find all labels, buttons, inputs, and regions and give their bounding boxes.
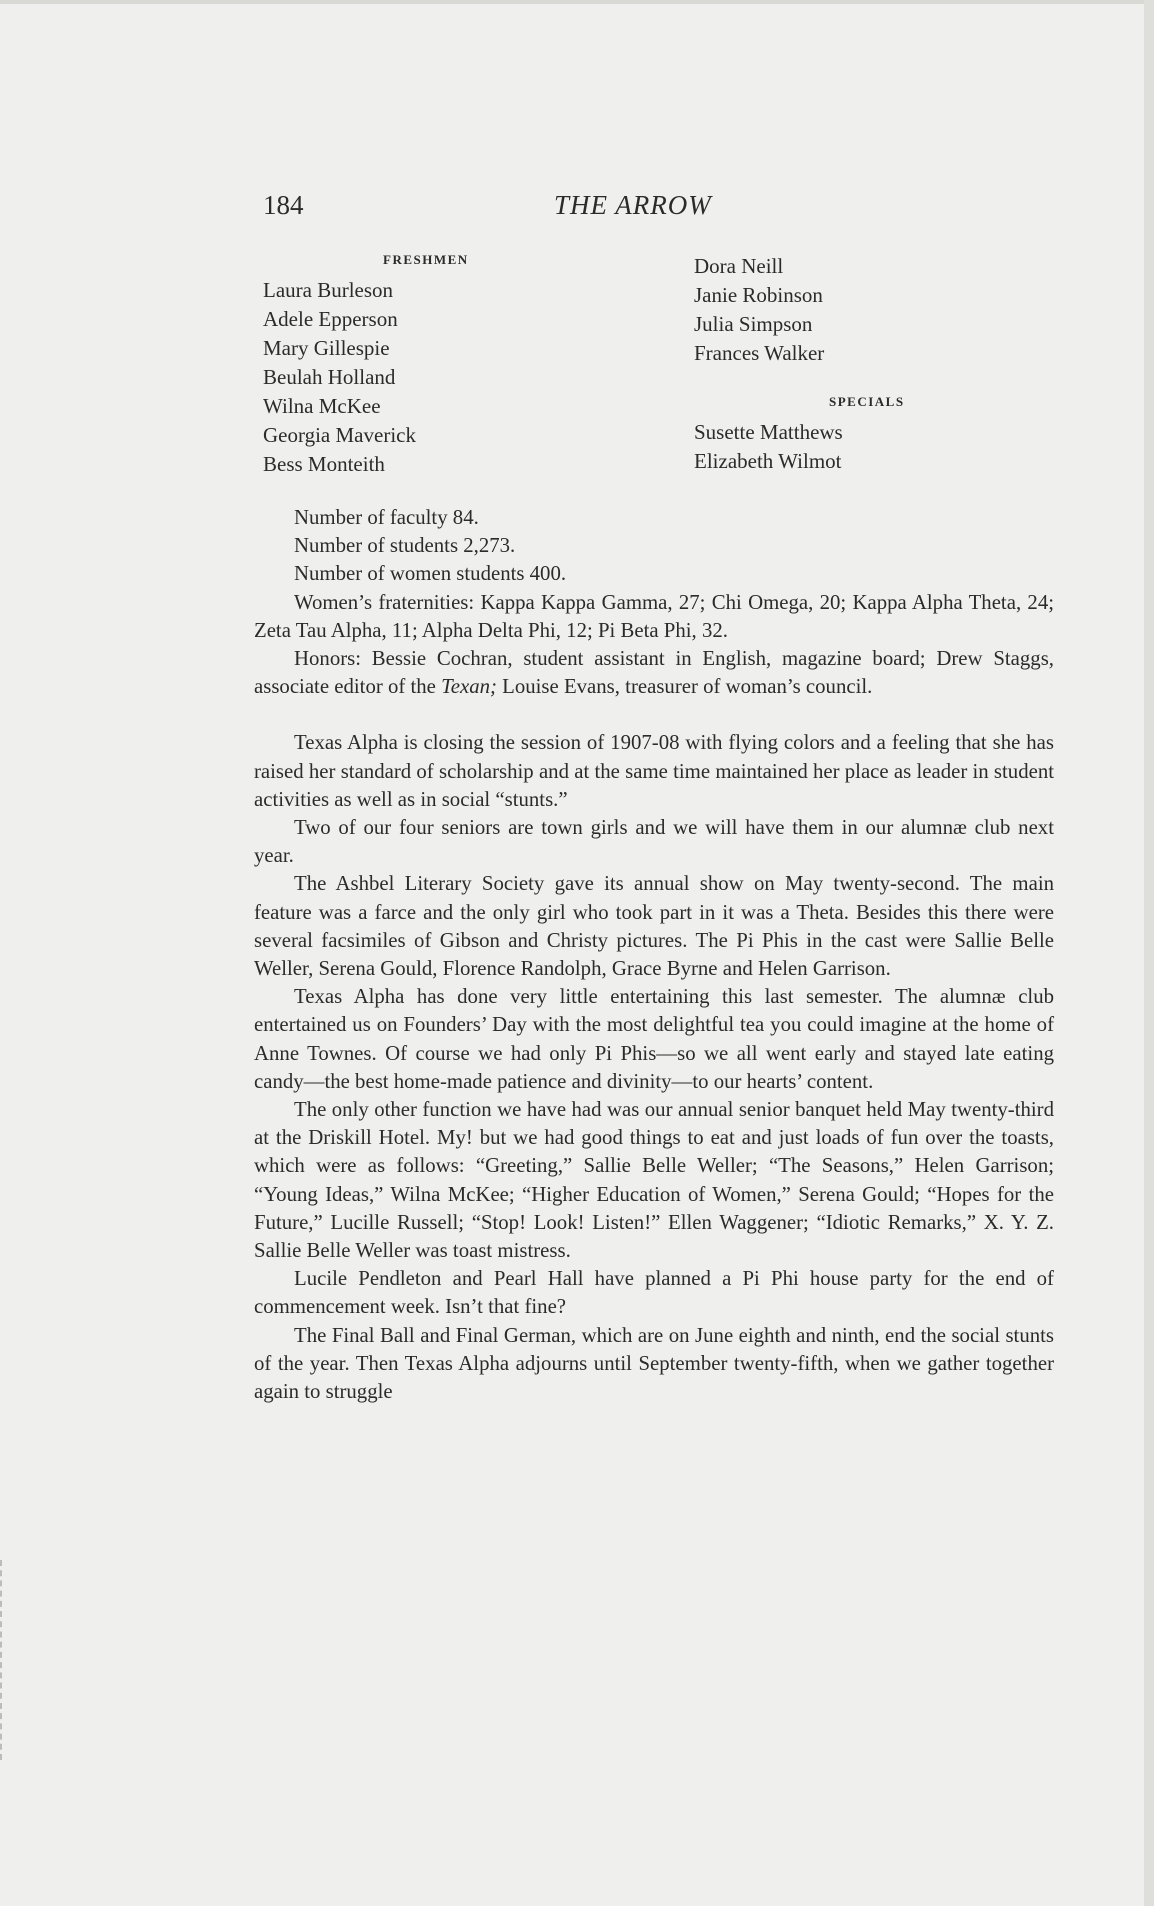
- roster-name: Janie Robinson: [694, 283, 823, 307]
- binding-marks: [0, 1560, 5, 1760]
- roster-name: Bess Monteith: [263, 452, 385, 476]
- roster-name: Wilna McKee: [263, 394, 381, 418]
- honors-paragraph: [254, 645, 1054, 701]
- honors-text: Honors: Bessie Cochran, student assistant in English, magazine board; Drew Staggs, associate editor of the: [254, 647, 1054, 699]
- letter-paragraph: Two of our four seniors are town girls and we will have them in our alumnæ club next year.: [254, 816, 1054, 868]
- roster-name: Susette Matthews: [694, 420, 843, 444]
- letter-paragraph: The Final Ball and Final German, which are on June eighth and ninth, end the social stunts of the year. Then Texas Alpha adjourns until September twenty-fifth, when we gather together again to struggle: [254, 1323, 1054, 1404]
- texan-title: Texan;: [441, 675, 497, 699]
- page-header: [263, 190, 1053, 230]
- student-count: Number of students 2,273.: [294, 534, 516, 558]
- letter-paragraph: Texas Alpha has done very little entertaining this last semester. The alumnæ club entertained us on Founders’ Day with the most delightful tea you could imagine at the home of Anne Townes. Of course we had only Pi Phis—so we all went early and stayed late eating candy—the best home-made patience and divinity—to our hearts’ content.: [254, 985, 1054, 1093]
- page-number: 184: [263, 190, 304, 220]
- section-gap: [254, 701, 1054, 729]
- letter-paragraph: Lucile Pendleton and Pearl Hall have planned a Pi Phi house party for the end of commencement week. Isn’t that fine?: [254, 1267, 1054, 1319]
- roster-name: Frances Walker: [694, 341, 825, 365]
- faculty-count: Number of faculty 84.: [294, 506, 479, 529]
- roster-right-column: [694, 252, 1024, 476]
- letter-paragraph: The Ashbel Literary Society gave its annual show on May twenty-second. The main feature was a farce and the only girl who took part in it was a Theta. Besides this there were several facsimiles of Gibson and Christy pictures. The Pi Phis in the cast were Sallie Belle Weller, Serena Gould, Florence Randolph, Grace Byrne and Helen Garrison.: [254, 872, 1054, 981]
- letter-paragraph: Texas Alpha is closing the session of 1907-08 with flying colors and a feeling that she has raised her standard of scholarship and at the same time maintained her place as leader in student activities as well as in social “stunts.”: [254, 731, 1054, 811]
- roster-name: Dora Neill: [694, 254, 784, 278]
- roster-name: Georgia Maverick: [263, 423, 416, 447]
- honors-text-end: Louise Evans, treasurer of woman’s council.: [496, 675, 873, 699]
- roster-name: Laura Burleson: [263, 278, 394, 302]
- member-roster: [263, 252, 1053, 492]
- page-right-edge: [1144, 0, 1154, 1906]
- freshmen-heading: FRESHMEN: [383, 252, 469, 267]
- running-title: THE ARROW: [554, 190, 712, 220]
- letter-paragraph: The only other function we have had was our annual senior banquet held May twenty-third at the Driskill Hotel. My! but we had good things to eat and just loads of fun over the toasts, which were as follows: “Greeting,” Sallie Belle Weller; “The Seasons,” Helen Garrison; “Young Ideas,” Wilna McKee; “Higher Education of Women,” Serena Gould; “Hopes for the Future,” Lucille Russell; “Stop! Look! Listen!” Ellen Waggener; “Idiotic Remarks,” X. Y. Z. Sallie Belle Weller was toast mistress.: [254, 1098, 1054, 1263]
- women-student-count: Number of women students 400.: [294, 562, 567, 586]
- fraternities-paragraph: Women’s fraternities: Kappa Kappa Gamma, 27; Chi Omega, 20; Kappa Alpha Theta, 24; Zeta Tau Alpha, 11; Alpha Delta Phi, 12; Pi Beta Phi, 32.: [254, 590, 1054, 642]
- roster-name: Beulah Holland: [263, 365, 396, 389]
- roster-name: Elizabeth Wilmot: [694, 449, 842, 473]
- roster-name: Adele Epperson: [263, 307, 398, 331]
- specials-heading: SPECIALS: [829, 394, 905, 409]
- page-top-edge: [0, 0, 1154, 4]
- article-body: [254, 504, 1054, 1406]
- roster-left-column: [263, 252, 593, 479]
- roster-name: Julia Simpson: [694, 312, 813, 336]
- roster-name: Mary Gillespie: [263, 336, 390, 360]
